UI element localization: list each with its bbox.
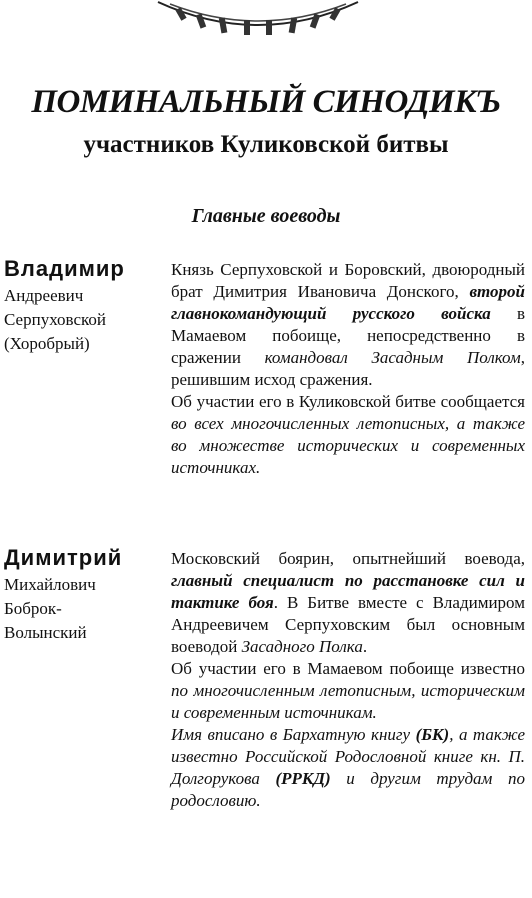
description bbox=[171, 548, 525, 812]
person-surname: Боброк- bbox=[4, 599, 62, 618]
emphasis-text: второй главнокомандующий русского войска bbox=[171, 282, 525, 323]
emphasis-text: (РРКД) bbox=[275, 769, 331, 788]
person-surname-cont: Волынский bbox=[4, 623, 87, 642]
person-patronymic: Андреевич bbox=[4, 286, 84, 305]
italic-text: командовал Засадным Полком bbox=[264, 348, 521, 367]
description-paragraph bbox=[171, 724, 525, 812]
name-column bbox=[4, 256, 164, 356]
italic-text: Засадного Полка bbox=[241, 637, 363, 656]
italic-text: , а также известно Российской Родословной книге кн. П. Долгорукова bbox=[171, 725, 526, 788]
description bbox=[171, 259, 525, 479]
italic-text: и другим трудам по родословию. bbox=[171, 769, 525, 810]
page-title: ПОМИНАЛЬНЫЙ СИНОДИКЪ bbox=[31, 84, 501, 120]
text: Московский боярин, опытнейший воевода, bbox=[171, 549, 525, 568]
person-surname: Серпуховской bbox=[4, 310, 107, 329]
text: . В Битве вместе с Владимиром Андреевичем Серпуховским был основным воеводой bbox=[171, 593, 525, 656]
person-epithet: (Хоробрый) bbox=[4, 334, 90, 353]
text: , решившим исход сражения. bbox=[171, 348, 526, 389]
person-name: Димитрий bbox=[4, 545, 123, 570]
text: . bbox=[362, 637, 368, 656]
page-subtitle: участников Куликовской битвы bbox=[83, 131, 449, 158]
text: Об участии его в Куликовской битве сообщается bbox=[171, 392, 525, 411]
emphasis-text: главный специалист по расстановке сил и тактике боя bbox=[171, 571, 525, 612]
text: Князь Серпуховской и Боровский, двоюродный брат Димитрия Ивановича Донского, bbox=[171, 260, 525, 301]
description-paragraph bbox=[171, 658, 525, 724]
italic-text: во всех многочисленных летописных, а также во множестве исторических и современных источниках. bbox=[171, 414, 525, 477]
section-heading: Главные воеводы bbox=[191, 205, 341, 227]
text: в Мамаевом побоище, непосредственно в сражении bbox=[171, 304, 525, 367]
person-name: Владимир bbox=[4, 256, 125, 281]
description-paragraph bbox=[171, 391, 525, 479]
emphasis-text: (БК) bbox=[415, 725, 450, 744]
text: Об участии его в Мамаевом побоище известно bbox=[171, 659, 525, 678]
person-patronymic: Михайлович bbox=[4, 575, 96, 594]
description-paragraph bbox=[171, 548, 525, 658]
decorative-ornament bbox=[148, 0, 368, 40]
description-paragraph bbox=[171, 259, 525, 391]
italic-text: по многочисленным летописным, историческим и современным источникам. bbox=[171, 681, 525, 722]
name-column bbox=[4, 545, 164, 645]
italic-text: Имя вписано в Бархатную книгу bbox=[171, 725, 416, 744]
